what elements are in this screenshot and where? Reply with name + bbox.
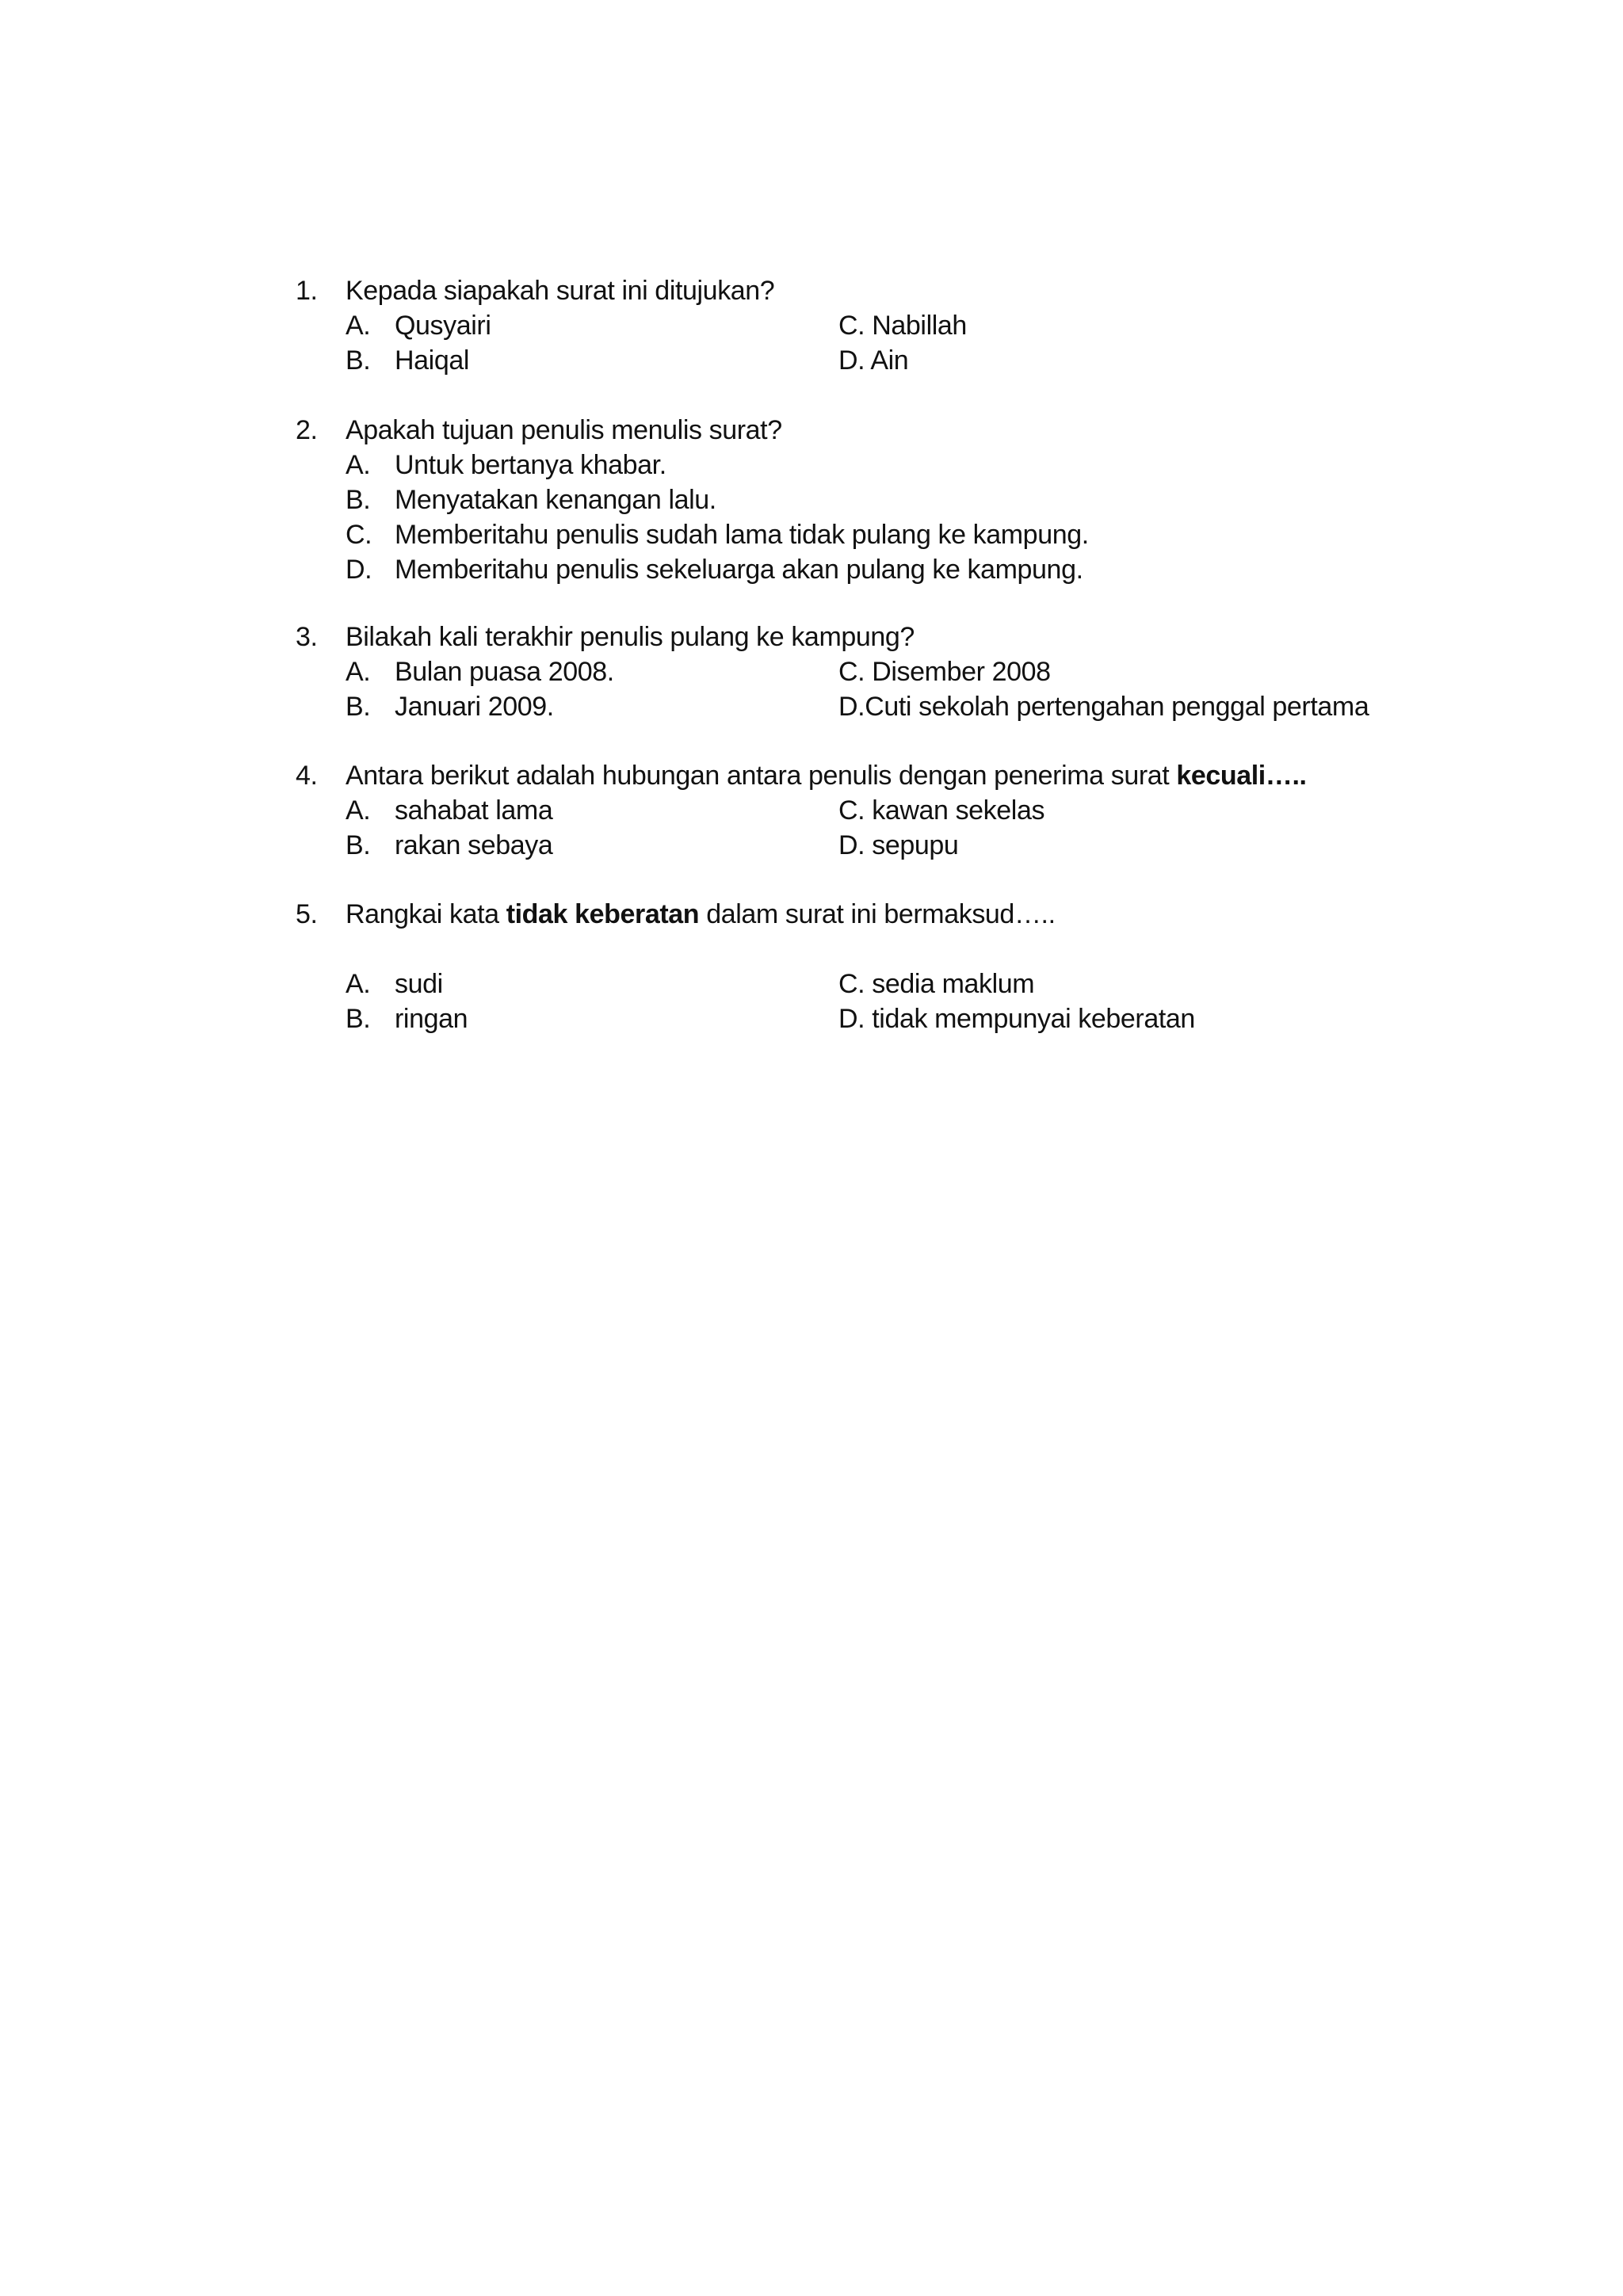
option-d [838, 1001, 1195, 1036]
option-letter: A. [346, 657, 371, 687]
option-a [296, 448, 1484, 482]
option-letter: B. [346, 345, 371, 376]
option-text: sahabat lama [395, 795, 553, 826]
option-text: D.Cuti sekolah pertengahan penggal pertama [838, 692, 1369, 722]
option-c [838, 793, 1044, 828]
question-4 [296, 758, 1484, 863]
option-d [838, 828, 958, 863]
question-text [346, 758, 1484, 793]
question-text: Apakah tujuan penulis menulis surat? [346, 415, 782, 445]
question-2 [296, 413, 1484, 587]
option-letter: B. [346, 485, 371, 515]
option-text: Haiqal [395, 345, 469, 376]
question-text: Kepada siapakah surat ini ditujukan? [346, 276, 775, 306]
option-letter: B. [346, 692, 371, 722]
option-letter: C. [346, 520, 372, 550]
question-1 [296, 273, 1484, 378]
option-b [296, 482, 1484, 517]
option-b [346, 828, 838, 863]
question-3 [296, 620, 1484, 724]
question-text-bold: tidak keberatan [506, 899, 700, 929]
option-text: Untuk bertanya khabar. [395, 450, 666, 480]
option-text: ringan [395, 1004, 468, 1034]
option-b [346, 343, 838, 378]
option-text: Memberitahu penulis sekeluarga akan pulang ke kampung. [395, 555, 1083, 585]
option-text: rakan sebaya [395, 830, 553, 860]
question-number: 2. [296, 415, 318, 445]
option-letter: A. [346, 969, 371, 999]
option-d [838, 689, 1369, 724]
option-text: D. tidak mempunyai keberatan [838, 1004, 1195, 1034]
option-a [346, 967, 838, 1001]
option-text: Qusyairi [395, 311, 491, 341]
option-letter: D. [346, 555, 372, 585]
option-text: C. kawan sekelas [838, 795, 1045, 826]
option-c [838, 654, 1051, 689]
question-text [346, 897, 1484, 932]
question-5 [296, 897, 1484, 1036]
option-a [346, 793, 838, 828]
option-text: C. Nabillah [838, 311, 967, 341]
option-letter: B. [346, 1004, 371, 1034]
question-text-plain: Antara berikut adalah hubungan antara penulis dengan penerima surat [346, 761, 1177, 791]
question-number: 1. [296, 276, 318, 306]
option-letter: A. [346, 795, 371, 826]
question-text-after: dalam surat ini bermaksud….. [699, 899, 1056, 929]
option-b [346, 689, 838, 724]
option-text: sudi [395, 969, 443, 999]
option-text: C. Disember 2008 [838, 657, 1051, 687]
option-d [838, 343, 908, 378]
question-text-bold: kecuali….. [1176, 761, 1307, 791]
option-c [838, 967, 1034, 1001]
question-number: 4. [296, 761, 318, 791]
question-number: 3. [296, 622, 318, 652]
question-text-before: Rangkai kata [346, 899, 506, 929]
option-text: Memberitahu penulis sudah lama tidak pulang ke kampung. [395, 520, 1089, 550]
option-c [296, 517, 1484, 552]
option-c [838, 308, 967, 343]
option-d [296, 552, 1484, 587]
option-text: Menyatakan kenangan lalu. [395, 485, 716, 515]
option-text: D. Ain [838, 345, 909, 376]
option-a [346, 654, 838, 689]
option-text: Januari 2009. [395, 692, 554, 722]
option-text: D. sepupu [838, 830, 959, 860]
option-letter: B. [346, 830, 371, 860]
option-a [346, 308, 838, 343]
option-text: Bulan puasa 2008. [395, 657, 614, 687]
option-letter: A. [346, 450, 371, 480]
option-text: C. sedia maklum [838, 969, 1035, 999]
question-text: Bilakah kali terakhir penulis pulang ke kampung? [346, 622, 915, 652]
option-b [346, 1001, 838, 1036]
option-letter: A. [346, 311, 371, 341]
question-number: 5. [296, 899, 318, 929]
